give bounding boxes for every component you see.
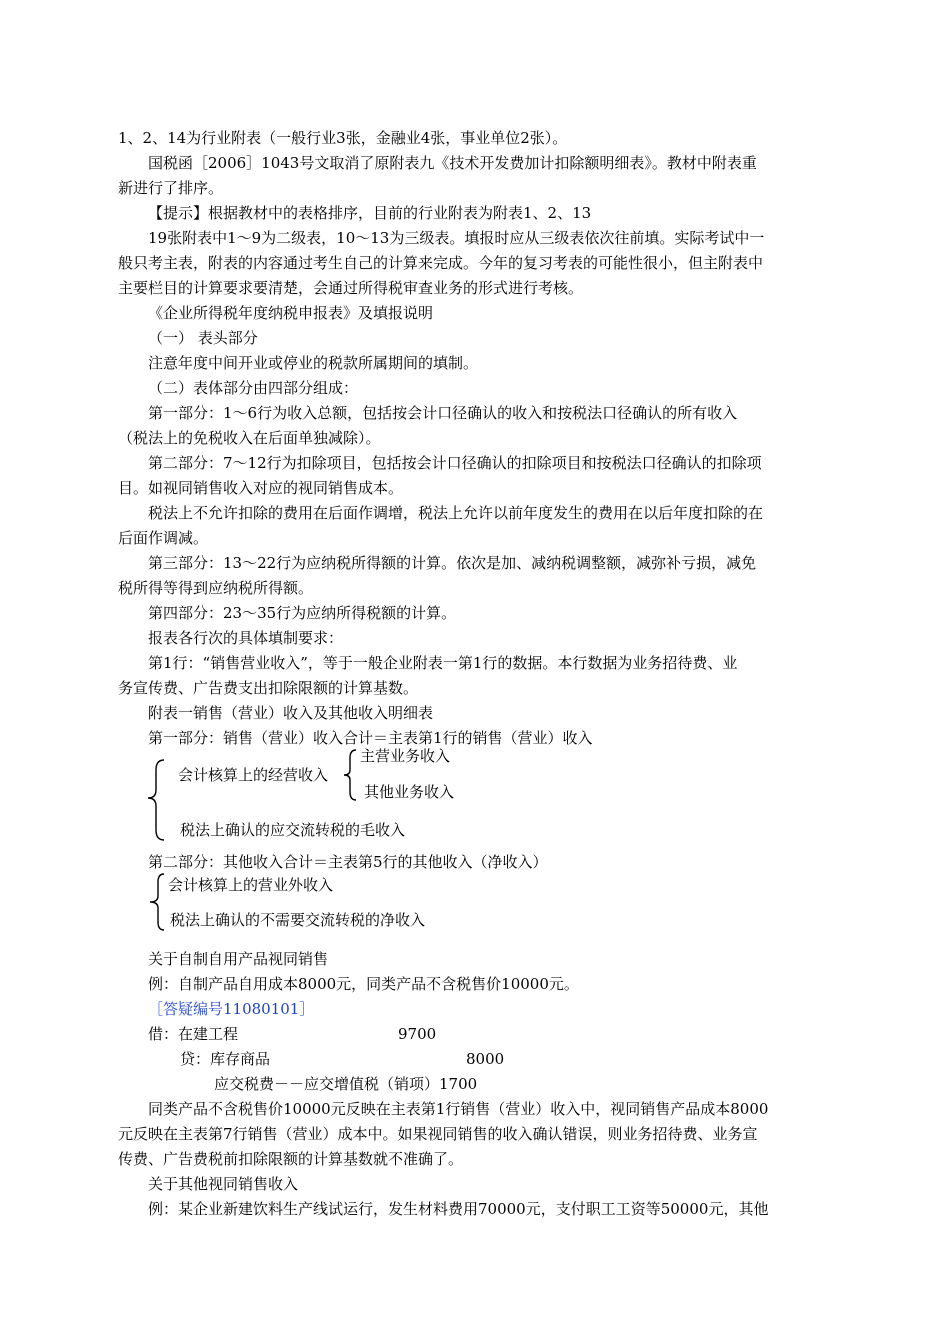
- credit-amount: 8000: [466, 1050, 505, 1068]
- text-line: 务宣传费、广告费支出扣除限额的计算基数。: [118, 679, 419, 697]
- text-line: 主要栏目的计算要求要清楚，会通过所得税审查业务的形式进行考核。: [118, 279, 584, 297]
- credit-label: 贷：库存商品: [180, 1050, 271, 1068]
- diagram1-tax-gross-income: 税法上确认的应交流转税的毛收入: [180, 821, 406, 839]
- text-line: （一） 表头部分: [148, 329, 258, 347]
- text-line: 新进行了排序。: [118, 179, 224, 197]
- text-line: 关于自制自用产品视同销售: [148, 950, 329, 968]
- diagram2-non-operating-income: 会计核算上的营业外收入: [168, 876, 334, 894]
- text-line: 第二部分：7～12行为扣除项目，包括按会计口径确认的扣除项目和按税法口径确认的扣除项: [148, 454, 762, 472]
- text-line: 第一部分：销售（营业）收入合计＝主表第1行的销售（营业）收入: [148, 729, 593, 747]
- text-line: （二）表体部分由四部分组成：: [148, 379, 359, 397]
- text-line: 后面作调减。: [118, 529, 209, 547]
- text-line: 1、2、14为行业附表（一般行业3张，金融业4张，事业单位2张）。: [118, 129, 568, 147]
- text-line: 税法上不允许扣除的费用在后面作调增，税法上允许以前年度发生的费用在以后年度扣除的在: [148, 504, 764, 522]
- text-line: 税所得等得到应纳税所得额。: [118, 579, 314, 597]
- text-line: 《企业所得税年度纳税申报表》及填报说明: [148, 304, 434, 322]
- text-line: 般只考主表，附表的内容通过考生自己的计算来完成。今年的复习考表的可能性很小，但主附表中: [118, 254, 764, 272]
- text-line: （税法上的免税收入在后面单独减除）。: [118, 429, 381, 447]
- diagram2-tax-net-income: 税法上确认的不需要交流转税的净收入: [170, 911, 426, 929]
- text-line: 例：某企业新建饮料生产线试运行，发生材料费用70000元，支付职工工资等50000元，其他: [148, 1200, 769, 1218]
- diagram1-accounting-income: 会计核算上的经营收入: [178, 766, 329, 784]
- text-line: 第二部分：其他收入合计＝主表第5行的其他收入（净收入）: [148, 853, 548, 871]
- text-line: 【提示】根据教材中的表格排序，目前的行业附表为附表1、2、13: [148, 204, 592, 222]
- text-line: 第四部分：23～35行为应纳所得税额的计算。: [148, 604, 457, 622]
- debit-amount: 9700: [398, 1025, 437, 1043]
- text-line: 附表一销售（营业）收入及其他收入明细表: [148, 704, 434, 722]
- text-line: 关于其他视同销售收入: [148, 1175, 299, 1193]
- diagram1-main-business-income: 主营业务收入: [360, 747, 451, 765]
- text-line: 第一部分：1～6行为收入总额，包括按会计口径确认的收入和按税法口径确认的所有收入: [148, 404, 738, 422]
- text-line: 传费、广告费税前扣除限额的计算基数就不准确了。: [118, 1150, 464, 1168]
- text-line: 元反映在主表第7行销售（营业）成本中。如果视同销售的收入确认错误，则业务招待费、业务宣: [118, 1125, 758, 1143]
- diagram1-other-business-income: 其他业务收入: [364, 783, 455, 801]
- text-line: 报表各行次的具体填制要求：: [148, 629, 344, 647]
- text-line: 例：自制产品自用成本8000元，同类产品不含税售价10000元。: [148, 975, 579, 993]
- text-line: 注意年度中间开业或停业的税款所属期间的填制。: [148, 354, 479, 372]
- text-line: 同类产品不含税售价10000元反映在主表第1行销售（营业）收入中，视同销售产品成本8000: [148, 1100, 769, 1118]
- text-line: 第1行：“销售营业收入”，等于一般企业附表一第1行的数据。本行数据为业务招待费、业: [148, 654, 738, 672]
- qa-reference-link[interactable]: ［答疑编号11080101］: [148, 1000, 315, 1018]
- debit-label: 借：在建工程: [148, 1025, 239, 1043]
- text-line: 目。如视同销售收入对应的视同销售成本。: [118, 479, 404, 497]
- text-line: 19张附表中1～9为二级表，10～13为三级表。填报时应从三级表依次往前填。实际考试中一: [148, 229, 765, 247]
- text-line: 国税函［2006］1043号文取消了原附表九《技术开发费加计扣除额明细表》。教材中附表重: [148, 154, 757, 172]
- credit-tax-line: 应交税费－－应交增值税（销项）1700: [214, 1075, 478, 1093]
- text-line: 第三部分：13～22行为应纳税所得额的计算。依次是加、减纳税调整额，减弥补亏损，减免: [148, 554, 757, 572]
